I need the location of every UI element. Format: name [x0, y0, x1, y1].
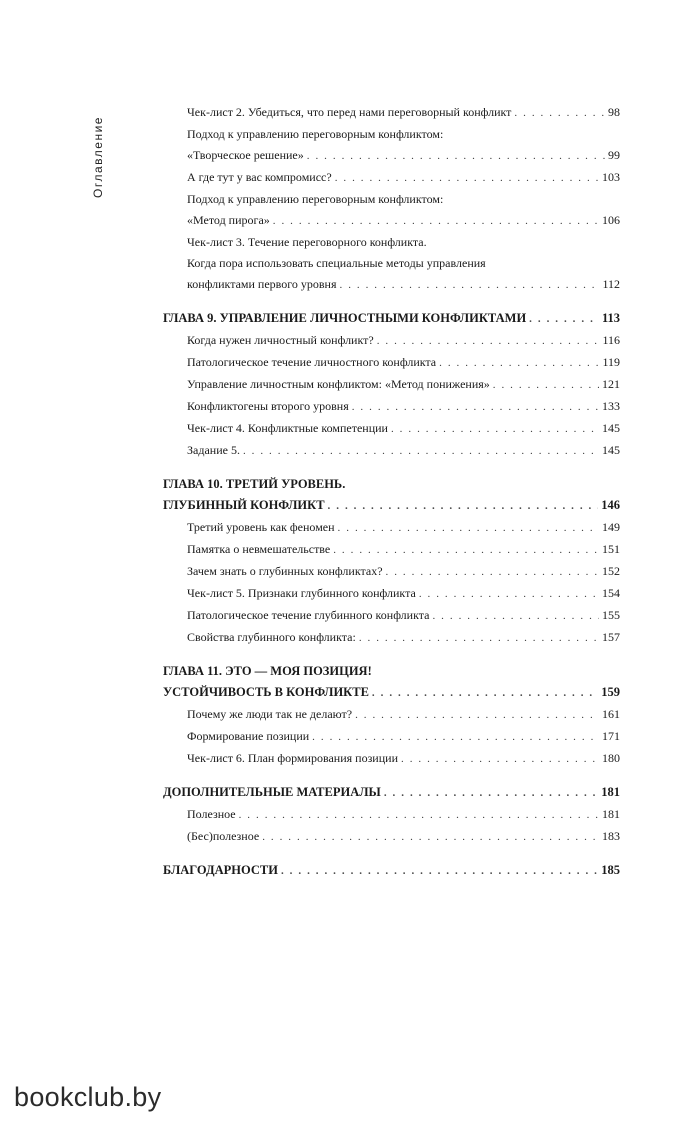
- toc-entry-line: Чек-лист 3. Течение переговорного конфликта.: [187, 235, 427, 249]
- toc-entry[interactable]: [163, 352, 620, 374]
- toc-entry-page: 121: [602, 377, 620, 391]
- toc-entry-page: 145: [602, 443, 620, 457]
- toc-entry[interactable]: [163, 167, 620, 189]
- leader-dots: [312, 727, 599, 748]
- toc-entry-page: 157: [602, 630, 620, 644]
- toc-entry-page: 181: [602, 807, 620, 821]
- leader-dots: [359, 628, 599, 649]
- toc-entry-title: Конфликтогены второго уровня: [187, 399, 349, 413]
- toc-entry[interactable]: [163, 274, 620, 296]
- toc-entry-page: 106: [602, 213, 620, 227]
- toc-entry[interactable]: [163, 374, 620, 396]
- toc-entry-page: 116: [602, 333, 620, 347]
- leader-dots: [333, 540, 599, 561]
- toc-entry[interactable]: [163, 145, 620, 167]
- toc-entry-title: Управление личностным конфликтом: «Метод понижения»: [187, 377, 490, 391]
- toc-entry-title: Патологическое течение глубинного конфликта: [187, 608, 430, 622]
- toc-entry[interactable]: [163, 330, 620, 352]
- toc-entry-page: 180: [602, 751, 620, 765]
- toc-entry-title: «Метод пирога»: [187, 213, 270, 227]
- toc-chapter-heading[interactable]: [163, 495, 620, 517]
- toc-entry-page: 151: [602, 542, 620, 556]
- leader-dots: [514, 103, 605, 124]
- toc-entry-page: 183: [602, 829, 620, 843]
- toc-chapter-page: 185: [601, 863, 620, 877]
- toc-entry[interactable]: [163, 440, 620, 462]
- toc-chapter-title: ГЛУБИННЫЙ КОНФЛИКТ: [163, 498, 325, 512]
- toc-chapter-heading[interactable]: [163, 682, 620, 704]
- toc-entry[interactable]: [163, 539, 620, 561]
- toc-entry-title: Полезное: [187, 807, 236, 821]
- toc-entry-page: 99: [608, 148, 620, 162]
- leader-dots: [355, 705, 599, 726]
- toc-entry-page: 171: [602, 729, 620, 743]
- leader-dots: [401, 749, 599, 770]
- toc-entry[interactable]: [163, 804, 620, 826]
- toc-entry-page: 161: [602, 707, 620, 721]
- toc-entry-page: 155: [602, 608, 620, 622]
- toc-entry-page: 112: [602, 277, 620, 291]
- toc-entry-title: Патологическое течение личностного конфликта: [187, 355, 437, 369]
- leader-dots: [439, 353, 599, 374]
- toc-entry-page: 152: [602, 564, 620, 578]
- toc-entry[interactable]: [163, 704, 620, 726]
- toc-entry-title: (Бес)полезное: [187, 829, 260, 843]
- toc-entry[interactable]: [163, 396, 620, 418]
- leader-dots: [372, 683, 598, 704]
- leader-dots: [419, 584, 599, 605]
- site-watermark: bookclub.by: [14, 1082, 162, 1112]
- toc-entry-page: 98: [608, 105, 620, 119]
- toc-entry[interactable]: [163, 748, 620, 770]
- toc-chapter-page: 181: [601, 785, 620, 799]
- toc-entry[interactable]: [163, 210, 620, 232]
- toc-chapter-page: 159: [601, 685, 620, 699]
- toc-entry-title: Свойства глубинного конфликта:: [187, 630, 356, 644]
- leader-dots: [352, 397, 599, 418]
- leader-dots: [243, 441, 599, 462]
- leader-dots: [239, 805, 599, 826]
- toc-entry-title: Третий уровень как феномен: [187, 520, 335, 534]
- leader-dots: [384, 783, 598, 804]
- toc-entry[interactable]: [163, 102, 620, 124]
- leader-dots: [529, 309, 599, 330]
- leader-dots: [432, 606, 599, 627]
- toc-entry-title: конфликтами первого уровня: [187, 277, 337, 291]
- toc-chapter-title: ДОПОЛНИТЕЛЬНЫЕ МАТЕРИАЛЫ: [163, 785, 381, 799]
- toc-chapter-title: ГЛАВА 9. УПРАВЛЕНИЕ ЛИЧНОСТНЫМИ КОНФЛИКТАМИ: [163, 311, 527, 325]
- toc-entry-page: 145: [602, 421, 620, 435]
- leader-dots: [386, 562, 599, 583]
- toc-entry-page: 133: [602, 399, 620, 413]
- running-header-text: Оглавление: [91, 116, 105, 198]
- toc-section-chapter-10: [163, 474, 620, 649]
- leader-dots: [338, 518, 599, 539]
- leader-dots: [391, 419, 599, 440]
- toc-entry[interactable]: [163, 561, 620, 583]
- toc-entry-line: Когда пора использовать специальные методы управления: [187, 256, 486, 270]
- toc-entry[interactable]: [163, 826, 620, 848]
- toc-entry-title: «Творческое решение»: [187, 148, 304, 162]
- toc-entry-title: Чек-лист 6. План формирования позиции: [187, 751, 398, 765]
- toc-entry-page: 154: [602, 586, 620, 600]
- toc-entry-title: Когда нужен личностный конфликт?: [187, 333, 374, 347]
- toc-entry[interactable]: [163, 418, 620, 440]
- toc-entry-title: Почему же люди так не делают?: [187, 707, 353, 721]
- toc-entry-title: Чек-лист 5. Признаки глубинного конфликта: [187, 586, 416, 600]
- toc-section-acknowledgements: [163, 860, 620, 882]
- toc-entry-title: Задание 5.: [187, 443, 240, 457]
- toc-entry-title: Чек-лист 2. Убедиться, что перед нами переговорный конфликт: [187, 105, 512, 119]
- toc-chapter-heading[interactable]: [163, 860, 620, 882]
- toc-chapter-heading[interactable]: [163, 782, 620, 804]
- leader-dots: [262, 827, 599, 848]
- toc-entry-page: 149: [602, 520, 620, 534]
- toc-entry[interactable]: [163, 605, 620, 627]
- toc-entry[interactable]: [163, 627, 620, 649]
- toc-chapter-heading-line: ГЛАВА 11. ЭТО — МОЯ ПОЗИЦИЯ!: [163, 664, 372, 678]
- leader-dots: [493, 375, 599, 396]
- toc-chapter-page: 113: [601, 311, 620, 325]
- toc-section-additional: [163, 782, 620, 848]
- toc-entry-page: 103: [602, 170, 620, 184]
- leader-dots: [273, 211, 599, 232]
- toc-chapter-heading-line: ГЛАВА 10. ТРЕТИЙ УРОВЕНЬ.: [163, 477, 346, 491]
- toc-entry-title: Зачем знать о глубинных конфликтах?: [187, 564, 383, 578]
- leader-dots: [307, 146, 605, 167]
- leader-dots: [328, 496, 599, 517]
- toc-entry-title: Формирование позиции: [187, 729, 310, 743]
- toc-section-chapter-8-cont: [163, 102, 620, 296]
- toc-entry[interactable]: [163, 583, 620, 605]
- toc-section-chapter-9: [163, 308, 620, 462]
- toc-entry[interactable]: [163, 726, 620, 748]
- toc-chapter-title: УСТОЙЧИВОСТЬ В КОНФЛИКТЕ: [163, 685, 369, 699]
- toc-chapter-page: 146: [601, 498, 620, 512]
- toc-chapter-heading[interactable]: [163, 308, 620, 330]
- toc-section-chapter-11: [163, 661, 620, 770]
- toc-entry-line: Подход к управлению переговорным конфликтом:: [187, 192, 444, 206]
- toc-entry-title: Чек-лист 4. Конфликтные компетенции: [187, 421, 388, 435]
- toc-entry-title: Памятка о невмешательстве: [187, 542, 331, 556]
- leader-dots: [335, 168, 599, 189]
- leader-dots: [377, 331, 600, 352]
- toc-entry-title: А где тут у вас компромисс?: [187, 170, 332, 184]
- running-header: [88, 102, 108, 212]
- table-of-contents: [163, 102, 620, 894]
- leader-dots: [281, 861, 598, 882]
- toc-entry[interactable]: [163, 517, 620, 539]
- toc-entry-line: Подход к управлению переговорным конфликтом:: [187, 127, 444, 141]
- toc-entry-page: 119: [602, 355, 620, 369]
- toc-chapter-title: БЛАГОДАРНОСТИ: [163, 863, 278, 877]
- leader-dots: [340, 275, 600, 296]
